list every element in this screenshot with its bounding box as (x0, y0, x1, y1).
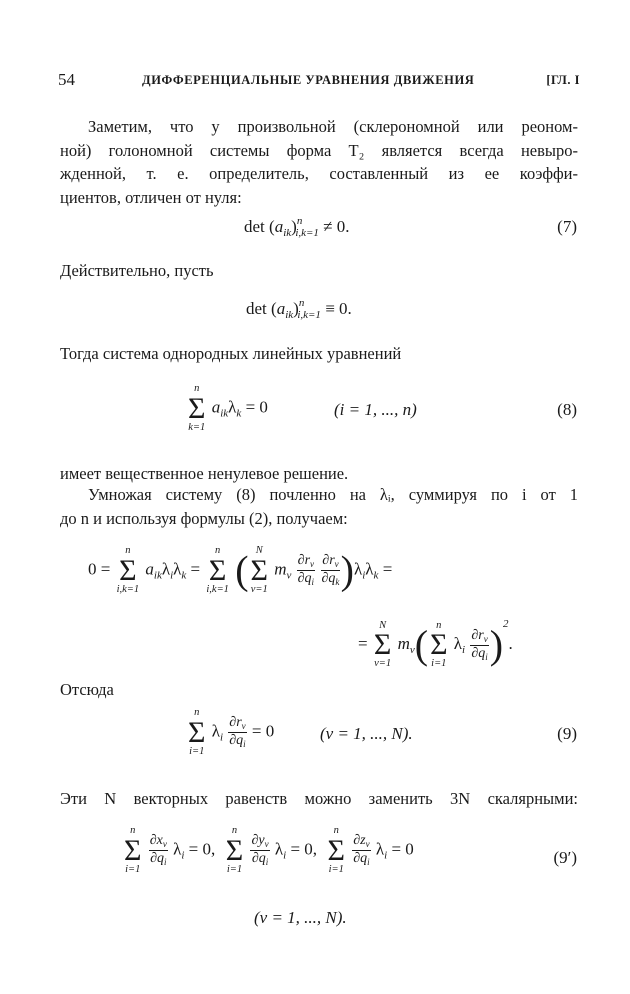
equation-number-8: (8) (557, 400, 577, 419)
paragraph-hence: Отсюда (60, 680, 114, 699)
equation-7: $\det (a_{ik})^n_{i,k=1} \ne 0$. (244, 215, 350, 239)
equation-number-9-prime: (9′) (553, 848, 577, 867)
fraction: $\frac{\partial r_\nu}{\partial q_i}$ (471, 627, 488, 662)
text-line: циентов, отличен от нуля: (60, 187, 242, 207)
sum-symbol: n Σ i=1 (430, 619, 448, 670)
fraction: $\frac{\partial z_\nu}{\partial q_i}$ (353, 833, 370, 867)
text-line: до n и используя формулы (2), получаем: (60, 508, 348, 528)
fraction: $\frac{\partial r_\nu}{\partial q_i}$ (297, 553, 315, 587)
sum-symbol: n Σ i=1 (188, 707, 206, 757)
equation-8: n Σ k=1 $a_{ik}\lambda_k = 0$ (188, 383, 268, 433)
sum-symbol: N Σ ν=1 (373, 619, 392, 670)
text-line: жденной, т. е. определитель, составленный из ее коэффи- (60, 164, 578, 183)
equation-number-9: (9) (557, 724, 577, 743)
sum-symbol: n Σ k=1 (188, 383, 206, 433)
fraction: $\frac{\partial y_\nu}{\partial q_i}$ (251, 833, 269, 867)
paragraph-nonzero-solution: имеет вещественное ненулевое решение. (60, 464, 349, 483)
equation-number-7: (7) (557, 217, 577, 236)
equation-9-prime: n Σ i=1 $\frac{\partial x_\nu}{\partial q_i}$ $\lambda_i = 0$, n Σ i=1 $\frac{\partial y_\nu}{\partial q_i}$ $\lambda_i = 0$, n Σ i=1 $\frac{\partial z_\nu}{\partial q_i}$ $\lambda_i = 0$ (124, 825, 414, 875)
sum-symbol: n Σ i=1 (327, 825, 345, 875)
equation-8-range: (i = 1, ..., n) (334, 400, 417, 419)
equation-quadratic-form-line1: 0 = n Σ i,k=1 $a_{ik}\lambda_i\lambda_k$ = n Σ i,k=1 ( N Σ ν=1 $m_\nu$ $\frac{\partial r_\nu}{\partial q_i}$ $\frac{\partial r_\nu}{\partial q_k}$ )$\lambda_i\lambda_k$ = (88, 545, 393, 595)
equation-9-range: (ν = 1, ..., N). (320, 724, 413, 743)
paragraph-intro (60, 115, 578, 209)
equation-9: n Σ i=1 $\lambda_i$ $\frac{\partial r_\nu}{\partial q_i}$ = 0 (188, 707, 275, 757)
paragraph-system: Тогда система однородных линейных уравнений (60, 344, 402, 363)
text-line: ной) голономной системы форма T₂ является всегда невыро- (60, 140, 578, 160)
chapter-label: [ГЛ. I (546, 73, 580, 87)
running-title: ДИФФЕРЕНЦИАЛЬНЫЕ УРАВНЕНИЯ ДВИЖЕНИЯ (142, 73, 475, 87)
fraction: $\frac{\partial r_\nu}{\partial q_k}$ (321, 553, 340, 587)
equation-quadratic-form-line2: = N Σ ν=1 $m_\nu$( n Σ i=1 $\lambda_i$ $\frac{\partial r_\nu}{\partial q_i}$ )$^2$. (358, 618, 513, 670)
text-line: Заметим, что у произвольной (склерономной или реоном- (88, 117, 578, 136)
running-header (58, 70, 580, 90)
fraction: $\frac{\partial x_\nu}{\partial q_i}$ (149, 833, 167, 867)
page-number: 54 (58, 70, 75, 89)
sum-symbol: N Σ ν=1 (250, 545, 268, 595)
paragraph-indeed: Действительно, пусть (60, 261, 214, 280)
paragraph-multiply (60, 483, 578, 530)
sum-symbol: n Σ i=1 (225, 825, 244, 875)
equation-det-zero: $\det (a_{ik})^n_{i,k=1} \equiv 0$. (246, 297, 352, 321)
fraction: $\frac{\partial r_\nu}{\partial q_i}$ (229, 715, 246, 749)
sum-symbol: n Σ i,k=1 (116, 545, 140, 595)
sum-symbol: n Σ i=1 (124, 825, 142, 875)
paragraph-scalar: Эти N векторных равенств можно заменить 3N скалярными: (60, 789, 578, 808)
equation-9-prime-range: (ν = 1, ..., N). (254, 908, 347, 927)
sum-symbol: n Σ i,k=1 (206, 545, 229, 595)
text-line: Умножая систему (8) почленно на λᵢ, суммируя по i от 1 (88, 485, 578, 504)
